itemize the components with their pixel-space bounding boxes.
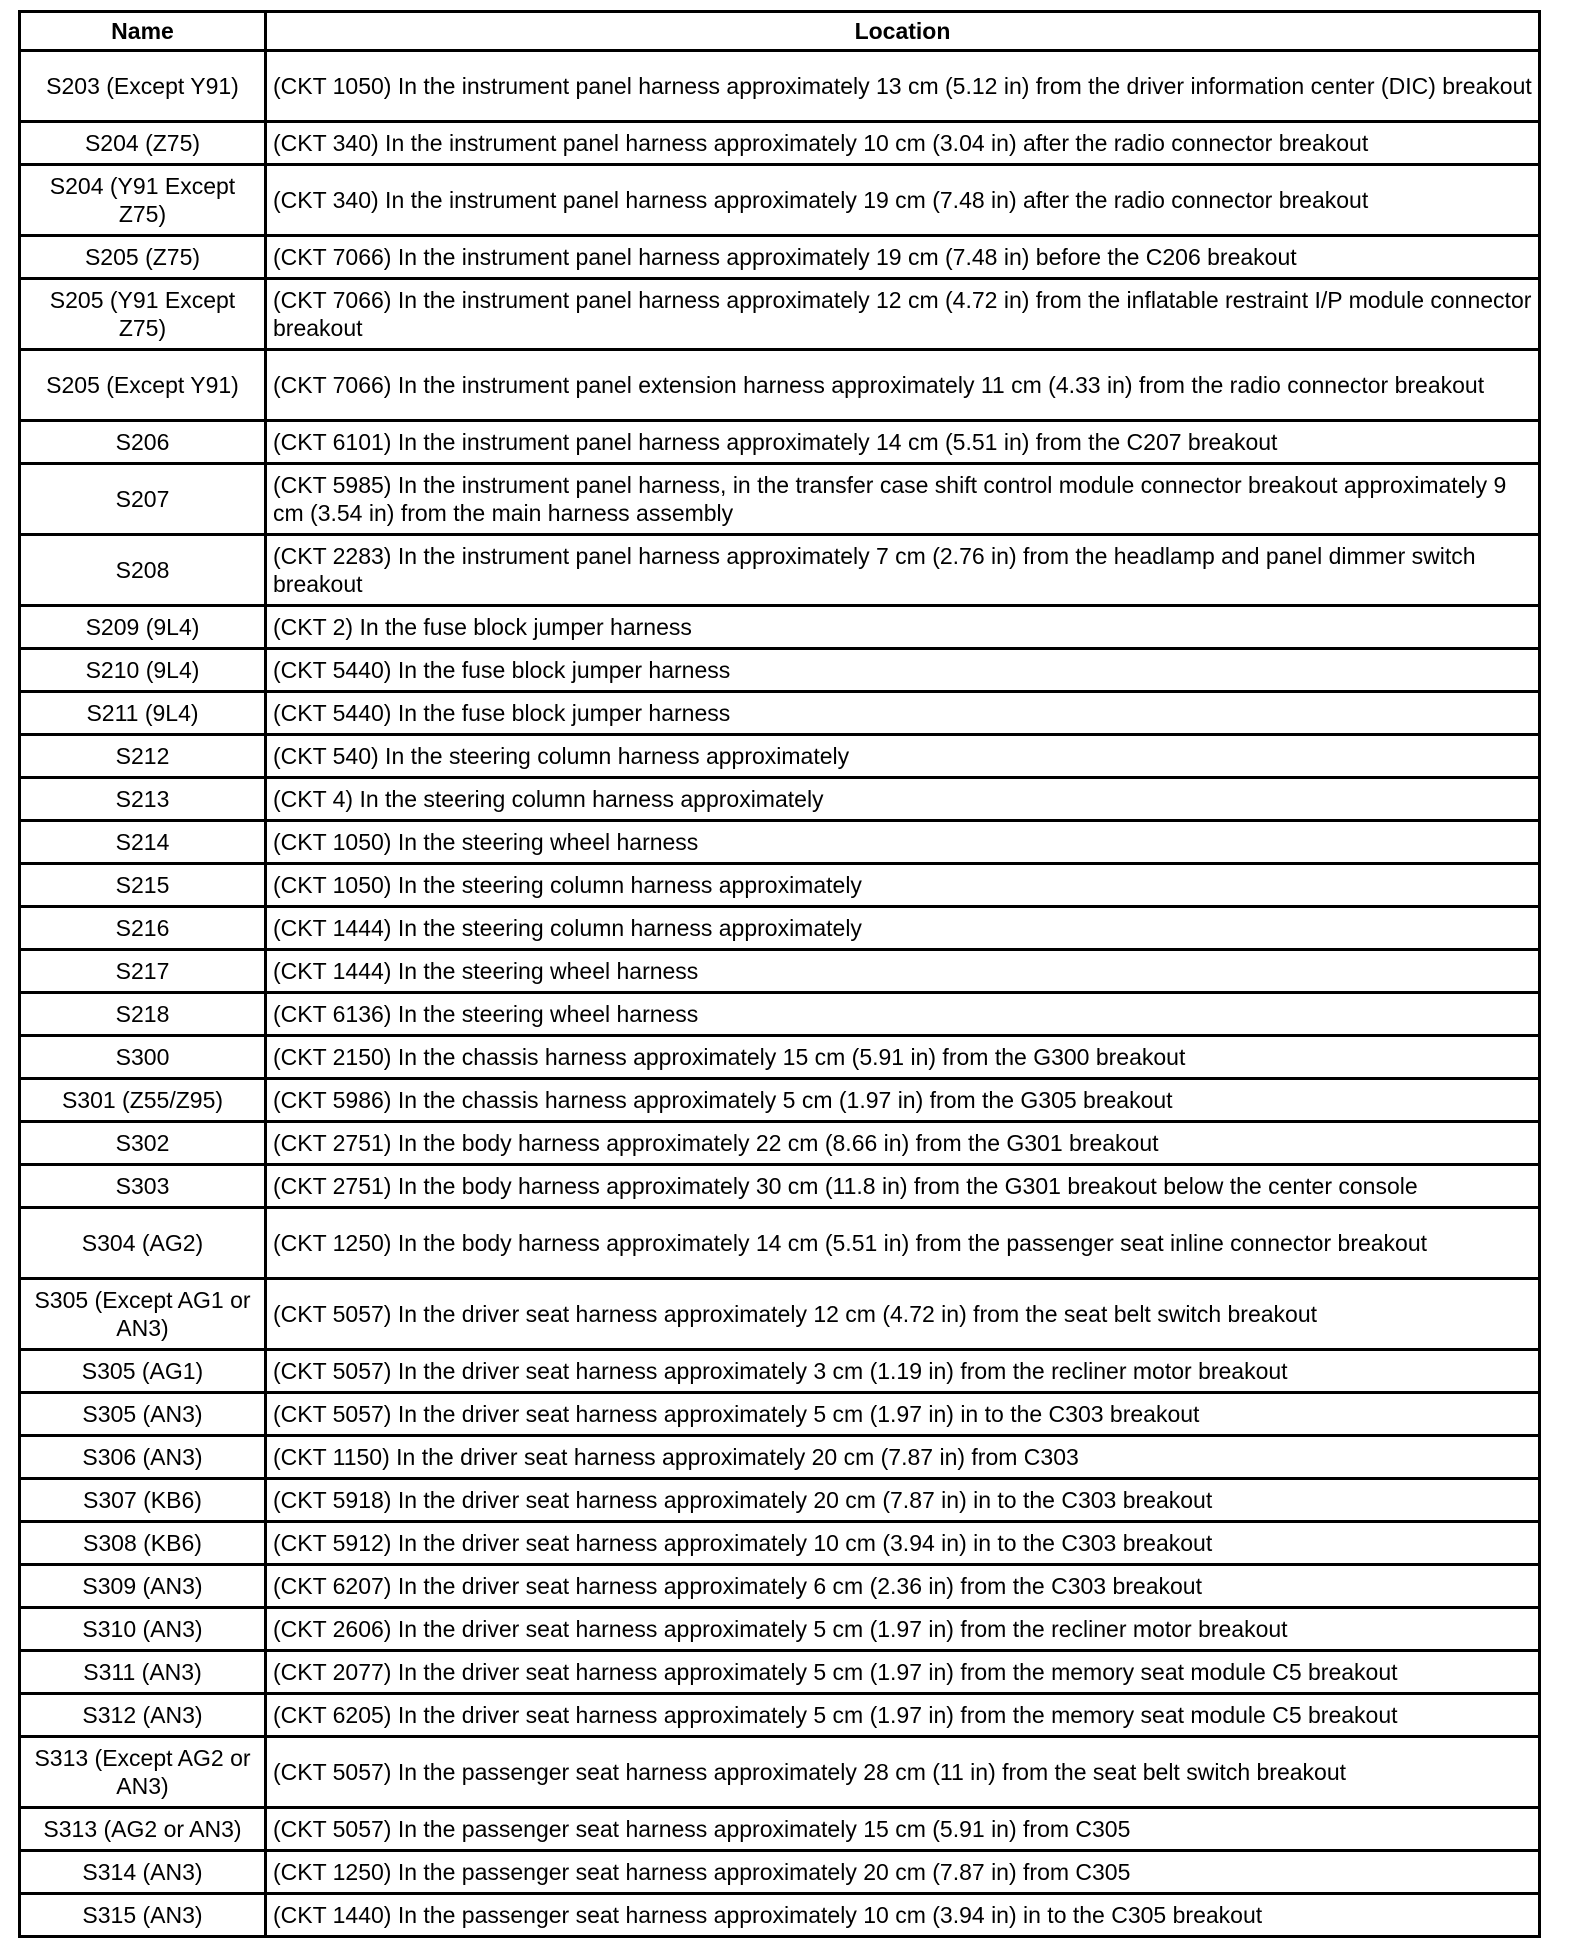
splice-location-table-wrapper [18,10,1538,1938]
splice-name-cell: S210 (9L4) [20,649,266,692]
splice-name-cell: S205 (Z75) [20,236,266,279]
table-row [20,821,1540,864]
splice-name-cell: S203 (Except Y91) [20,51,266,122]
splice-location-cell: (CKT 1440) In the passenger seat harness approximately 10 cm (3.94 in) in to the C305 breakout [266,1894,1540,1937]
splice-location-cell: (CKT 1050) In the steering wheel harness [266,821,1540,864]
splice-name-cell: S213 [20,778,266,821]
table-row [20,1479,1540,1522]
splice-name-cell: S214 [20,821,266,864]
table-row [20,1208,1540,1279]
splice-name-cell: S311 (AN3) [20,1651,266,1694]
splice-name-cell: S301 (Z55/Z95) [20,1079,266,1122]
splice-name-cell: S218 [20,993,266,1036]
splice-name-cell: S312 (AN3) [20,1694,266,1737]
splice-name-cell: S300 [20,1036,266,1079]
table-row [20,236,1540,279]
splice-location-cell: (CKT 1444) In the steering wheel harness [266,950,1540,993]
splice-name-cell: S209 (9L4) [20,606,266,649]
splice-name-cell: S305 (AG1) [20,1350,266,1393]
table-row [20,51,1540,122]
table-row [20,1393,1540,1436]
splice-location-cell: (CKT 1250) In the passenger seat harness approximately 20 cm (7.87 in) from C305 [266,1851,1540,1894]
splice-location-cell: (CKT 5057) In the passenger seat harness approximately 28 cm (11 in) from the seat belt switch breakout [266,1737,1540,1808]
splice-name-cell: S212 [20,735,266,778]
splice-name-cell: S309 (AN3) [20,1565,266,1608]
table-row [20,606,1540,649]
splice-location-cell: (CKT 7066) In the instrument panel extension harness approximately 11 cm (4.33 in) from the radio connector breakout [266,350,1540,421]
table-row [20,1522,1540,1565]
table-row [20,993,1540,1036]
splice-name-cell: S303 [20,1165,266,1208]
splice-name-cell: S205 (Except Y91) [20,350,266,421]
splice-location-cell: (CKT 2606) In the driver seat harness approximately 5 cm (1.97 in) from the recliner motor breakout [266,1608,1540,1651]
table-row [20,1851,1540,1894]
table-row [20,1350,1540,1393]
splice-name-cell: S304 (AG2) [20,1208,266,1279]
splice-location-cell: (CKT 5986) In the chassis harness approximately 5 cm (1.97 in) from the G305 breakout [266,1079,1540,1122]
table-row [20,1436,1540,1479]
column-header-location: Location [266,12,1540,51]
splice-location-cell: (CKT 540) In the steering column harness approximately [266,735,1540,778]
column-header-name: Name [20,12,266,51]
table-row [20,122,1540,165]
table-row [20,1279,1540,1350]
splice-name-cell: S308 (KB6) [20,1522,266,1565]
splice-name-cell: S305 (Except AG1 or AN3) [20,1279,266,1350]
table-row [20,692,1540,735]
table-row [20,279,1540,350]
table-row [20,1122,1540,1165]
splice-location-cell: (CKT 2) In the fuse block jumper harness [266,606,1540,649]
table-row [20,649,1540,692]
splice-name-cell: S314 (AN3) [20,1851,266,1894]
splice-location-cell: (CKT 5912) In the driver seat harness approximately 10 cm (3.94 in) in to the C303 breakout [266,1522,1540,1565]
splice-location-table [18,10,1541,1938]
table-row [20,421,1540,464]
splice-name-cell: S306 (AN3) [20,1436,266,1479]
splice-location-cell: (CKT 1250) In the body harness approximately 14 cm (5.51 in) from the passenger seat inline connector breakout [266,1208,1540,1279]
table-row [20,735,1540,778]
splice-location-cell: (CKT 7066) In the instrument panel harness approximately 19 cm (7.48 in) before the C206 breakout [266,236,1540,279]
table-row [20,464,1540,535]
table-row [20,1651,1540,1694]
table-header-row [20,12,1540,51]
splice-location-cell: (CKT 6101) In the instrument panel harness approximately 14 cm (5.51 in) from the C207 breakout [266,421,1540,464]
table-row [20,1565,1540,1608]
splice-name-cell: S204 (Z75) [20,122,266,165]
table-row [20,350,1540,421]
table-row [20,778,1540,821]
splice-name-cell: S310 (AN3) [20,1608,266,1651]
splice-name-cell: S313 (Except AG2 or AN3) [20,1737,266,1808]
splice-location-cell: (CKT 2150) In the chassis harness approximately 15 cm (5.91 in) from the G300 breakout [266,1036,1540,1079]
table-row [20,1694,1540,1737]
splice-location-cell: (CKT 6136) In the steering wheel harness [266,993,1540,1036]
splice-location-cell: (CKT 2751) In the body harness approximately 30 cm (11.8 in) from the G301 breakout below the center console [266,1165,1540,1208]
splice-location-cell: (CKT 7066) In the instrument panel harness approximately 12 cm (4.72 in) from the inflatable restraint I/P module connector breakout [266,279,1540,350]
splice-name-cell: S207 [20,464,266,535]
splice-location-cell: (CKT 1444) In the steering column harness approximately [266,907,1540,950]
splice-name-cell: S204 (Y91 Except Z75) [20,165,266,236]
table-row [20,950,1540,993]
splice-location-cell: (CKT 5985) In the instrument panel harness, in the transfer case shift control module connector breakout approximately 9 cm (3.54 in) from the main harness assembly [266,464,1540,535]
splice-location-cell: (CKT 6207) In the driver seat harness approximately 6 cm (2.36 in) from the C303 breakout [266,1565,1540,1608]
splice-location-cell: (CKT 5918) In the driver seat harness approximately 20 cm (7.87 in) in to the C303 breakout [266,1479,1540,1522]
table-row [20,1608,1540,1651]
splice-location-cell: (CKT 5440) In the fuse block jumper harness [266,649,1540,692]
splice-name-cell: S216 [20,907,266,950]
table-row [20,1036,1540,1079]
table-row [20,1808,1540,1851]
table-row [20,864,1540,907]
table-row [20,535,1540,606]
splice-name-cell: S208 [20,535,266,606]
splice-name-cell: S217 [20,950,266,993]
splice-name-cell: S205 (Y91 Except Z75) [20,279,266,350]
table-row [20,1737,1540,1808]
splice-name-cell: S307 (KB6) [20,1479,266,1522]
splice-location-cell: (CKT 5057) In the driver seat harness approximately 5 cm (1.97 in) in to the C303 breakout [266,1393,1540,1436]
table-body [20,51,1540,1937]
splice-location-cell: (CKT 5440) In the fuse block jumper harness [266,692,1540,735]
splice-name-cell: S305 (AN3) [20,1393,266,1436]
table-row [20,907,1540,950]
splice-name-cell: S206 [20,421,266,464]
splice-location-cell: (CKT 2077) In the driver seat harness approximately 5 cm (1.97 in) from the memory seat module C5 breakout [266,1651,1540,1694]
splice-name-cell: S315 (AN3) [20,1894,266,1937]
splice-location-cell: (CKT 1050) In the instrument panel harness approximately 13 cm (5.12 in) from the driver information center (DIC) breakout [266,51,1540,122]
table-row [20,165,1540,236]
splice-name-cell: S313 (AG2 or AN3) [20,1808,266,1851]
splice-name-cell: S302 [20,1122,266,1165]
splice-location-cell: (CKT 2751) In the body harness approximately 22 cm (8.66 in) from the G301 breakout [266,1122,1540,1165]
splice-location-cell: (CKT 1150) In the driver seat harness approximately 20 cm (7.87 in) from C303 [266,1436,1540,1479]
splice-location-cell: (CKT 5057) In the driver seat harness approximately 3 cm (1.19 in) from the recliner motor breakout [266,1350,1540,1393]
splice-location-cell: (CKT 5057) In the driver seat harness approximately 12 cm (4.72 in) from the seat belt switch breakout [266,1279,1540,1350]
splice-location-cell: (CKT 5057) In the passenger seat harness approximately 15 cm (5.91 in) from C305 [266,1808,1540,1851]
table-row [20,1894,1540,1937]
table-row [20,1165,1540,1208]
splice-name-cell: S215 [20,864,266,907]
splice-location-cell: (CKT 340) In the instrument panel harness approximately 10 cm (3.04 in) after the radio connector breakout [266,122,1540,165]
splice-name-cell: S211 (9L4) [20,692,266,735]
splice-location-cell: (CKT 2283) In the instrument panel harness approximately 7 cm (2.76 in) from the headlamp and panel dimmer switch breakout [266,535,1540,606]
table-row [20,1079,1540,1122]
splice-location-cell: (CKT 6205) In the driver seat harness approximately 5 cm (1.97 in) from the memory seat module C5 breakout [266,1694,1540,1737]
splice-location-cell: (CKT 4) In the steering column harness approximately [266,778,1540,821]
splice-location-cell: (CKT 1050) In the steering column harness approximately [266,864,1540,907]
splice-location-cell: (CKT 340) In the instrument panel harness approximately 19 cm (7.48 in) after the radio connector breakout [266,165,1540,236]
